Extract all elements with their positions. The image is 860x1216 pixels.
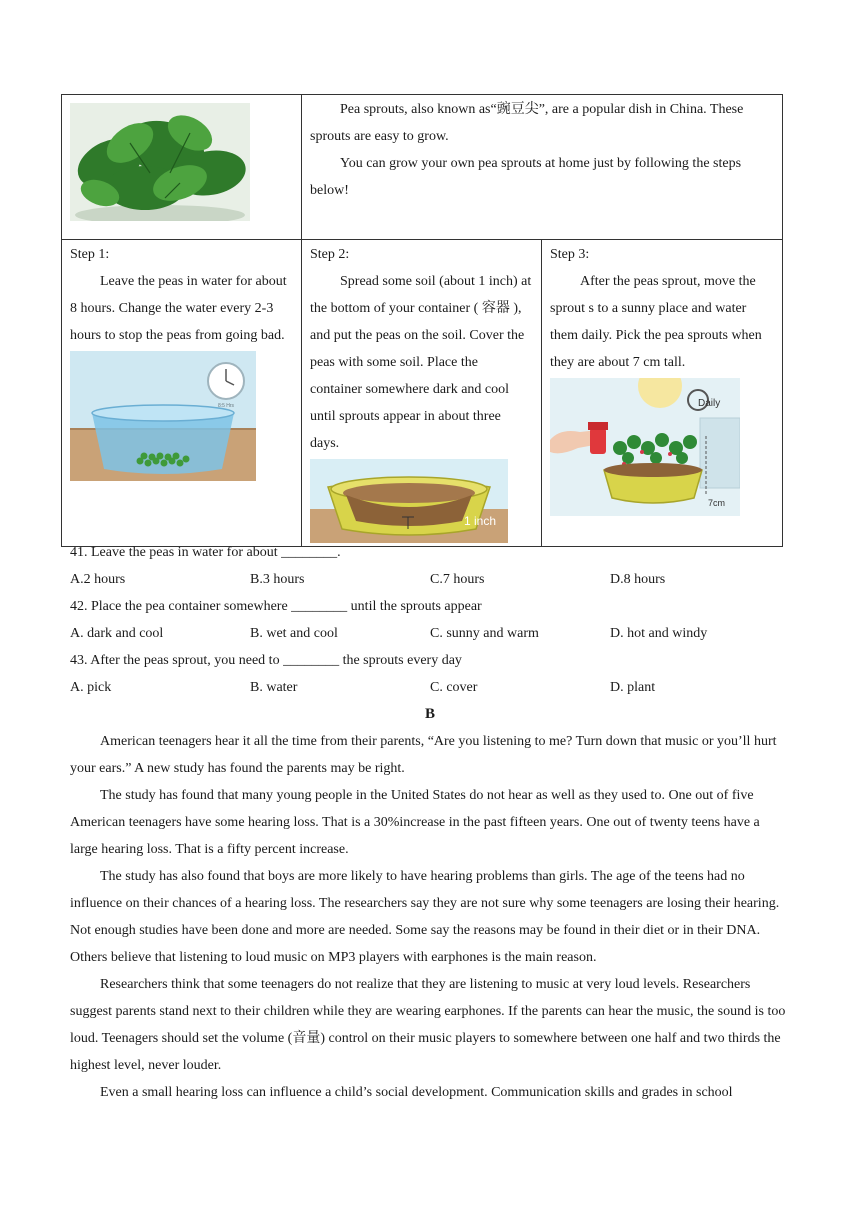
option-b: B. water <box>250 680 298 695</box>
option-b: B. wet and cool <box>250 626 338 641</box>
section-b-passage <box>70 728 788 1106</box>
questions-block <box>70 539 790 701</box>
passage-paragraph-2: The study has found that many young people in the United States do not hear as well as they used to. One out of five American teenagers have some hearing loss. That is a 30%increase in the past fifteen years. One out of twenty teens have a large hearing loss. That is a fifty percent increase. <box>70 788 760 857</box>
intro-cell <box>302 95 783 240</box>
option-a: A. pick <box>70 680 112 695</box>
option-d: D.8 hours <box>610 572 666 587</box>
daily-label: Daily <box>698 398 721 409</box>
question-42-options <box>70 620 790 647</box>
step-2-text: Spread some soil (about 1 inch) at the bottom of your container ( 容器 ), and put the peas on the soil. Cover the peas with some soil. Place the container somewhere dark and cool until sprouts appear in about three days. <box>310 274 532 451</box>
option-c: C.7 hours <box>430 572 485 587</box>
option-a: A.2 hours <box>70 572 126 587</box>
step-2-title: Step 2: <box>310 247 350 262</box>
step-1-title: Step 1: <box>70 247 110 262</box>
watering-sprouts-illustration <box>550 378 740 516</box>
spinach-photo-cell <box>62 95 302 240</box>
passage-paragraph-5: Even a small hearing loss can influence a child’s social development. Communication skills and grades in school <box>100 1085 733 1100</box>
option-b: B.3 hours <box>250 572 305 587</box>
passage-paragraph-3: The study has also found that boys are more likely to have hearing problems than girls. The age of the teens had no influence on their chances of a hearing loss. The researchers say they are not sure why some teenagers are losing their hearing. Not enough studies have been done and more are needed. Some say the reasons may be found in their diet or in their DNA. Others believe that listening to loud music on MP3 players with earphones is the main reason. <box>70 869 780 965</box>
section-b-heading: B <box>424 706 435 722</box>
clock-label: 8:5 Hrs <box>217 403 235 409</box>
question-42: 42. Place the pea container somewhere ________ until the sprouts appear <box>70 599 482 614</box>
one-inch-label: 1 inch <box>464 514 497 528</box>
step-3-cell <box>542 240 783 547</box>
step-1-cell <box>62 240 302 547</box>
option-c: C. sunny and warm <box>430 626 539 641</box>
question-41: 41. Leave the peas in water for about ________. <box>70 545 341 560</box>
option-d: D. hot and windy <box>610 626 708 641</box>
option-d: D. plant <box>610 680 656 695</box>
option-a: A. dark and cool <box>70 626 164 641</box>
seven-cm-label: 7cm <box>708 498 726 508</box>
step-3-text: After the peas sprout, move the sprout s to a sunny place and water them daily. Pick the pea sprouts when they are about 7 cm tall. <box>550 274 762 370</box>
question-43-options <box>70 674 790 701</box>
step-3-title: Step 3: <box>550 247 590 262</box>
pea-sprouts-table <box>61 94 783 547</box>
soil-container-illustration <box>310 459 508 543</box>
passage-paragraph-1: American teenagers hear it all the time from their parents, “Are you listening to me? Turn down that music or you’ll hurt your ears.” A new study has found the parents may be right. <box>70 734 777 776</box>
question-43: 43. After the peas sprout, you need to ________ the sprouts every day <box>70 653 462 668</box>
question-41-options <box>70 566 790 593</box>
intro-paragraph-2: You can grow your own pea sprouts at home just by following the steps below! <box>310 156 742 198</box>
peas-soaking-illustration <box>70 351 256 481</box>
step-2-cell <box>302 240 542 547</box>
option-c: C. cover <box>430 680 478 695</box>
pea-sprouts-photo <box>70 103 250 221</box>
passage-paragraph-4: Researchers think that some teenagers do not realize that they are listening to music at very loud levels. Researchers suggest parents stand next to their children while they are wearing earphones. If the parents can hear the music, the sound is too loud. Teenagers should set the volume (音量) control on their music players to somewhere between one half and two thirds the highest level, never louder. <box>70 977 786 1073</box>
step-1-text: Leave the peas in water for about 8 hours. Change the water every 2-3 hours to stop the peas from going bad. <box>70 274 287 343</box>
intro-paragraph-1: Pea sprouts, also known as“豌豆尖”, are a popular dish in China. These sprouts are easy to grow. <box>310 102 744 144</box>
